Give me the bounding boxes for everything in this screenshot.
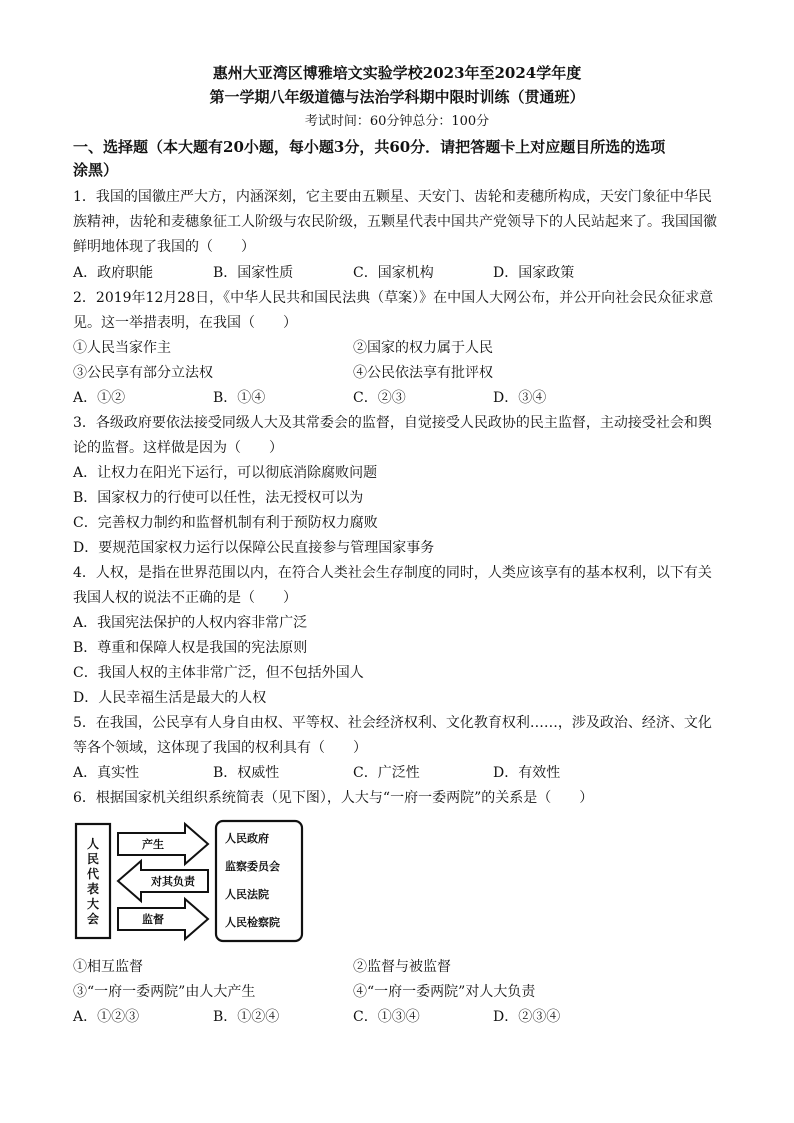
diagram-left-char-1: 人 — [86, 837, 100, 851]
title-line-2: 第一学期八年级道德与法治学科期中限时训练（贯通班） — [209, 88, 585, 106]
q1-option-a[interactable]: A．政府职能 — [73, 265, 154, 281]
q4-stem-line-1: 4．人权，是指在世界范围以内，在符合人类社会生存制度的同时，人类应该享有的基本权利，以下有关 — [73, 565, 712, 581]
q4-option-c[interactable]: C．我国人权的主体非常广泛，但不包括外国人 — [73, 665, 364, 681]
q3-option-a[interactable]: A．让权力在阳光下运行，可以彻底消除腐败问题 — [73, 465, 378, 481]
diagram-left-char-3: 代 — [86, 867, 100, 881]
q3-stem-line-1: 3．各级政府要依法接受同级人大及其常委会的监督，自觉接受人民政协的民主监督，主动接受社会和舆 — [73, 415, 712, 431]
q3-option-b[interactable]: B．国家权力的行使可以任性，法无授权可以为 — [73, 490, 364, 506]
q5-stem-line-2: 等各个领域，这体现了我国的权利具有（ ） — [73, 740, 367, 756]
q1-option-c[interactable]: C．国家机构 — [353, 265, 434, 281]
q2-stem-line-2: 见。这一举措表明，在我国（ ） — [73, 315, 297, 331]
q2-statement-3: ③公民享有部分立法权 — [73, 365, 213, 381]
q2-option-d[interactable]: D．③④ — [493, 390, 547, 406]
diagram-left-char-4: 表 — [86, 882, 100, 896]
diagram-left-char-6: 会 — [86, 912, 100, 926]
q2-statement-1: ①人民当家作主 — [73, 340, 171, 356]
arrow-supervise-label: 监督 — [142, 913, 164, 926]
q6-option-c[interactable]: C．①③④ — [353, 1009, 420, 1025]
q5-option-d[interactable]: D．有效性 — [493, 765, 561, 781]
q6-statement-1: ①相互监督 — [73, 959, 143, 975]
q2-statement-2: ②国家的权力属于人民 — [353, 340, 493, 356]
q3-option-c[interactable]: C．完善权力制约和监督机制有利于预防权力腐败 — [73, 515, 378, 531]
q6-option-d[interactable]: D．②③④ — [493, 1009, 561, 1025]
section-heading-line-2: 涂黑） — [73, 161, 119, 179]
q2-option-a[interactable]: A．①② — [73, 390, 126, 406]
q6-statement-2: ②监督与被监督 — [353, 959, 451, 975]
q2-statement-4: ④公民依法享有批评权 — [353, 365, 493, 381]
q2-option-c[interactable]: C．②③ — [353, 390, 406, 406]
diagram-right-item-supervisory: 监察委员会 — [225, 860, 280, 873]
q4-stem-line-2: 我国人权的说法不正确的是（ ） — [73, 590, 297, 606]
arrow-produce-label: 产生 — [142, 838, 164, 851]
q1-stem-line-2: 族精神，齿轮和麦穗象征工人阶级与农民阶级，五颗星代表中国共产党领导下的人民站起来了。我国国徽 — [73, 214, 717, 230]
q6-stem: 6．根据国家机关组织系统简表（见下图），人大与“一府一委两院”的关系是（ ） — [73, 790, 594, 806]
q6-statement-4: ④“一府一委两院”对人大负责 — [353, 984, 536, 1000]
q2-stem-line-1: 2．2019年12月28日，《中华人民共和国民法典（草案）》在中国人大网公布，并公开向社会民众征求意 — [73, 290, 714, 306]
state-organs-diagram — [73, 818, 305, 945]
q3-stem-line-2: 论的监督。这样做是因为（ ） — [73, 440, 283, 456]
q1-option-b[interactable]: B．国家性质 — [213, 265, 294, 281]
q6-option-a[interactable]: A．①②③ — [73, 1009, 140, 1025]
diagram-right-item-government: 人民政府 — [225, 832, 269, 845]
q5-option-c[interactable]: C．广泛性 — [353, 765, 420, 781]
diagram-left-char-5: 大 — [86, 897, 100, 911]
q4-option-a[interactable]: A．我国宪法保护的人权内容非常广泛 — [73, 615, 308, 631]
q6-statement-3: ③“一府一委两院”由人大产生 — [73, 984, 256, 1000]
q2-option-b[interactable]: B．①④ — [213, 390, 266, 406]
q4-option-d[interactable]: D．人民幸福生活是最大的人权 — [73, 690, 267, 706]
q5-stem-line-1: 5．在我国，公民享有人身自由权、平等权、社会经济权利、文化教育权利……，涉及政治、经济、文化 — [73, 715, 712, 731]
section-heading-line-1: 一、选择题（本大题有20小题，每小题3分，共60分．请把答题卡上对应题目所选的选项 — [73, 138, 666, 156]
diagram-left-char-2: 民 — [86, 852, 100, 866]
diagram-right-item-court: 人民法院 — [225, 888, 269, 901]
q1-stem-line-3: 鲜明地体现了我国的（ ） — [73, 239, 255, 255]
q5-option-b[interactable]: B．权威性 — [213, 765, 280, 781]
q1-stem-line-1: 1．我国的国徽庄严大方，内涵深刻，它主要由五颗星、天安门、齿轮和麦穗所构成，天安门象征中华民 — [73, 189, 712, 205]
q4-option-b[interactable]: B．尊重和保障人权是我国的宪法原则 — [73, 640, 308, 656]
arrow-responsible-label: 对其负责 — [151, 875, 195, 888]
q1-option-d[interactable]: D．国家政策 — [493, 265, 575, 281]
diagram-right-item-procuratorate: 人民检察院 — [225, 916, 280, 929]
q3-option-d[interactable]: D．要规范国家权力运行以保障公民直接参与管理国家事务 — [73, 540, 435, 556]
q5-option-a[interactable]: A．真实性 — [73, 765, 140, 781]
exam-info: 考试时间：60分钟总分：100分 — [304, 114, 490, 129]
q6-option-b[interactable]: B．①②④ — [213, 1009, 280, 1025]
title-line-1: 惠州大亚湾区博雅培文实验学校2023年至2024学年度 — [212, 64, 582, 82]
